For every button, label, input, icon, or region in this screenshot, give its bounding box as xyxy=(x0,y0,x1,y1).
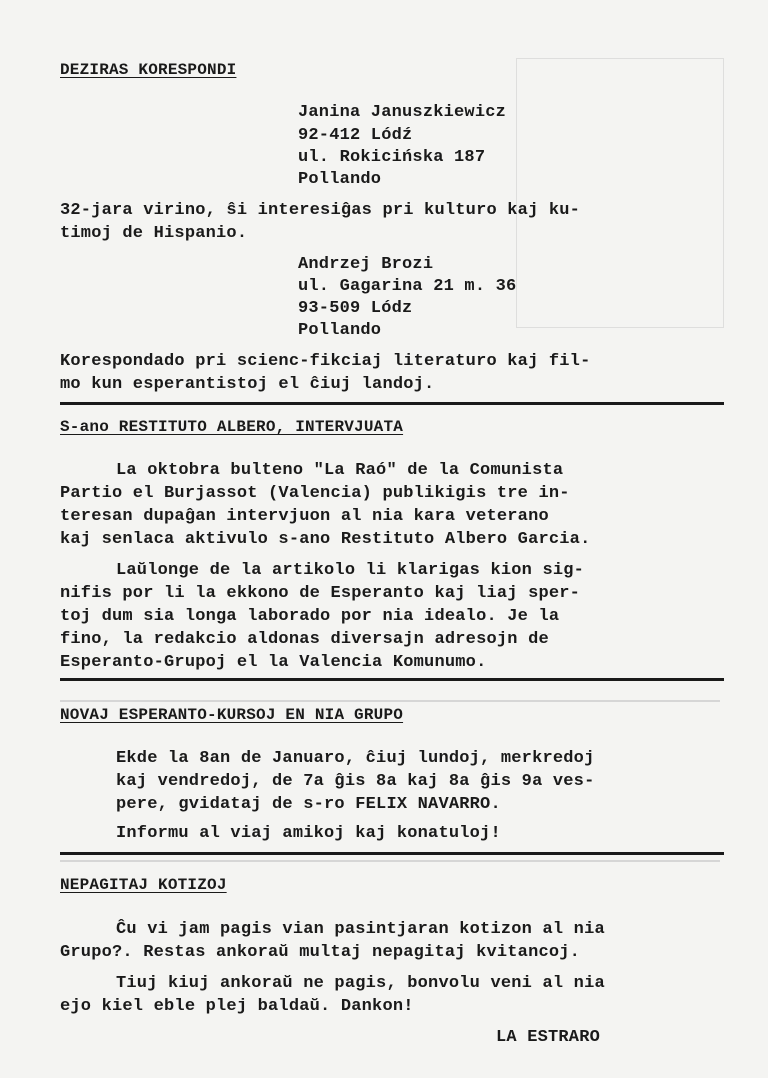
body-text-line: pere, gvidataj de s-ro FELIX NAVARRO. xyxy=(116,795,501,814)
section-heading-deziras-korespondi: DEZIRAS KORESPONDI xyxy=(60,61,237,79)
body-text-line: La oktobra bulteno "La Raó" de la Comunista xyxy=(116,461,564,480)
body-text-line: Ekde la 8an de Januaro, ĉiuj lundoj, merkredoj xyxy=(116,749,595,768)
bleed-through-stamp-box xyxy=(516,58,724,328)
body-text-line: Tiuj kiuj ankoraŭ ne pagis, bonvolu veni al nia xyxy=(116,974,605,993)
body-text-line: timoj de Hispanio. xyxy=(60,224,248,243)
body-text-line: ejo kiel eble plej baldaŭ. Dankon! xyxy=(60,997,414,1016)
body-text-line: Partio el Burjassot (Valencia) publikigis tre in- xyxy=(60,484,570,503)
address-line: Janina Januszkiewicz xyxy=(298,103,507,122)
address-line: ul. Rokicińska 187 xyxy=(298,148,486,167)
section-heading-nepagitaj-kotizoj: NEPAGITAJ KOTIZOJ xyxy=(60,876,227,894)
body-text-line: kaj senlaca aktivulo s-ano Restituto Albero Garcia. xyxy=(60,530,591,549)
address-line: Pollando xyxy=(298,170,382,189)
body-text-line: Korespondado pri scienc-fikciaj literaturo kaj fil- xyxy=(60,352,591,371)
body-text-line: Esperanto-Grupoj el la Valencia Komunumo. xyxy=(60,653,487,672)
body-text-line: nifis por li la ekkono de Esperanto kaj liaj sper- xyxy=(60,584,581,603)
body-text-line: Laŭlonge de la artikolo li klarigas kion sig- xyxy=(116,561,585,580)
section-heading-restituto-albero: S-ano RESTITUTO ALBERO, INTERVJUATA xyxy=(60,418,404,436)
body-text-line: fino, la redakcio aldonas diversajn adresojn de xyxy=(60,630,549,649)
body-text-line: teresan dupaĝan intervjuon al nia kara veterano xyxy=(60,507,549,526)
body-text-line: mo kun esperantistoj el ĉiuj landoj. xyxy=(60,375,435,394)
body-text-line: Informu al viaj amikoj kaj konatuloj! xyxy=(116,824,501,843)
address-line: Pollando xyxy=(298,321,382,340)
address-line: ul. Gagarina 21 m. 36 xyxy=(298,277,517,296)
bleed-through-rule xyxy=(60,700,720,702)
body-text-line: kaj vendredoj, de 7a ĝis 8a kaj 8a ĝis 9a ves- xyxy=(116,772,595,791)
section-heading-novaj-kursoj: NOVAJ ESPERANTO-KURSOJ EN NIA GRUPO xyxy=(60,706,404,724)
section-divider xyxy=(60,678,724,681)
section-divider xyxy=(60,402,724,405)
bleed-through-rule xyxy=(60,860,720,862)
body-text-line: Ĉu vi jam pagis vian pasintjaran kotizon al nia xyxy=(116,920,605,939)
body-text-line: Grupo?. Restas ankoraŭ multaj nepagitaj kvitancoj. xyxy=(60,943,581,962)
address-line: 92-412 Lódź xyxy=(298,126,413,145)
address-line: 93-509 Lódz xyxy=(298,299,413,318)
body-text-line: toj dum sia longa laborado por nia idealo. Je la xyxy=(60,607,560,626)
body-text-line: 32-jara virino, ŝi interesiĝas pri kulturo kaj ku- xyxy=(60,201,581,220)
address-line: Andrzej Brozi xyxy=(298,255,434,274)
section-divider xyxy=(60,852,724,855)
signature: LA ESTRARO xyxy=(496,1028,601,1047)
